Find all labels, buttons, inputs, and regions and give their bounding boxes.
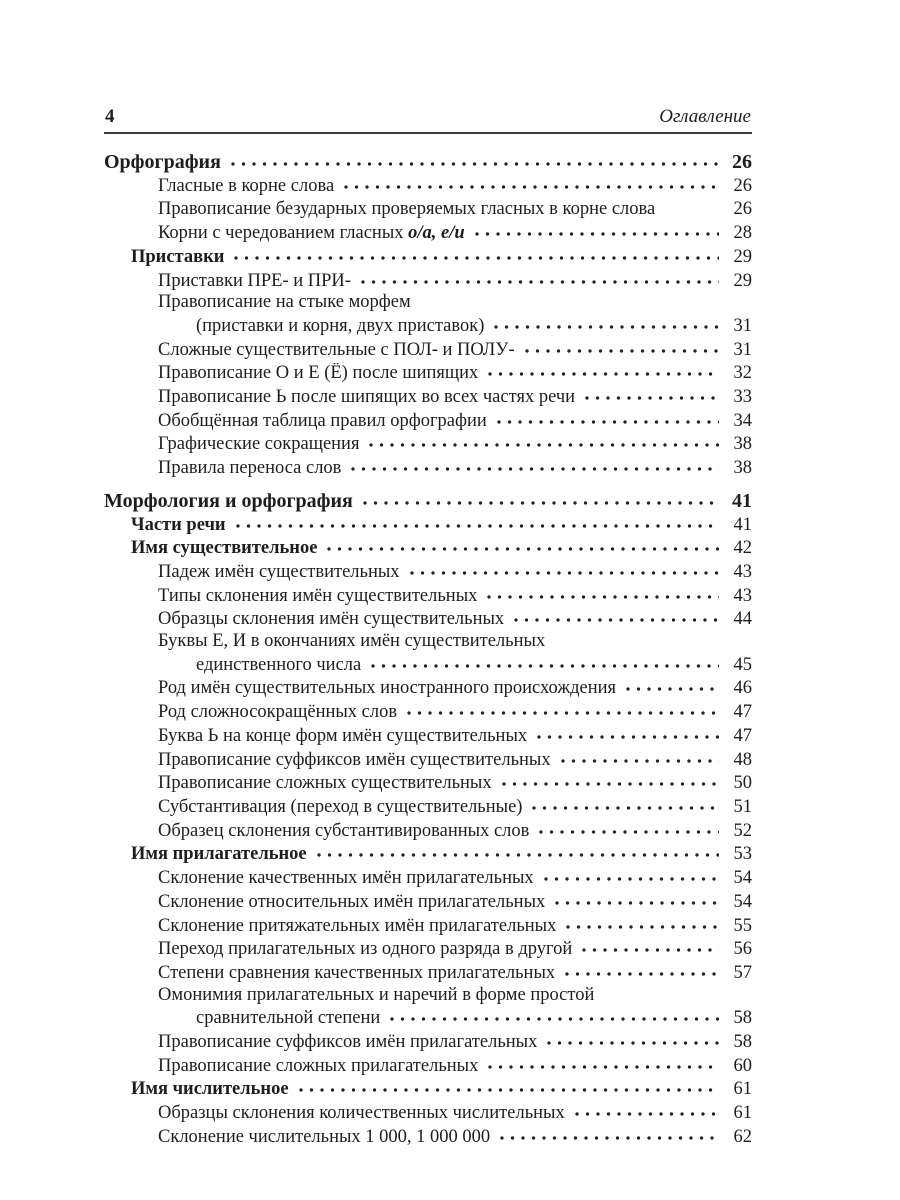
toc-entry bbox=[104, 151, 752, 174]
toc-entry bbox=[104, 221, 752, 245]
toc-entry bbox=[104, 1006, 752, 1030]
toc-entry-title: Типы склонения имён существительных bbox=[158, 585, 478, 606]
dot-leader bbox=[366, 432, 719, 449]
toc-entry-page: 60 bbox=[733, 1055, 752, 1076]
dot-leader bbox=[404, 700, 719, 717]
toc-list bbox=[104, 151, 752, 1149]
toc-entry bbox=[104, 653, 752, 677]
toc-entry bbox=[104, 914, 752, 938]
toc-entry-title: Правописание сложных прилагательных bbox=[158, 1055, 479, 1076]
toc-entry-page: 51 bbox=[733, 796, 752, 817]
dot-leader bbox=[485, 361, 719, 378]
toc-entry-title: Омонимия прилагательных и наречий в форме простой bbox=[158, 984, 595, 1005]
toc-entry-page: 31 bbox=[733, 315, 752, 336]
dot-leader bbox=[552, 890, 719, 907]
toc-entry bbox=[104, 866, 752, 890]
toc-entry-page: 50 bbox=[733, 773, 752, 794]
toc-entry-title: Падеж имён существительных bbox=[158, 561, 400, 582]
toc-entry bbox=[104, 197, 752, 221]
toc-entry bbox=[104, 937, 752, 961]
toc-entry-page: 54 bbox=[733, 891, 752, 912]
toc-entry-title: единственного числа bbox=[196, 654, 362, 675]
dot-leader bbox=[579, 937, 719, 954]
dot-leader bbox=[499, 771, 719, 788]
toc-entry-page: 43 bbox=[733, 585, 752, 606]
toc-entry bbox=[104, 1125, 752, 1149]
dot-leader bbox=[541, 866, 719, 883]
toc-entry bbox=[104, 724, 752, 748]
toc-entry-page: 47 bbox=[733, 725, 752, 746]
toc-entry bbox=[104, 245, 752, 269]
toc-entry-title: Склонение притяжательных имён прилагательных bbox=[158, 915, 557, 936]
toc-entry-page: 41 bbox=[732, 489, 752, 512]
toc-entry-title: Склонение числительных 1 000, 1 000 000 bbox=[158, 1126, 491, 1147]
dot-leader bbox=[662, 197, 719, 214]
dot-leader bbox=[563, 914, 719, 931]
toc-entry-page: 61 bbox=[733, 1103, 752, 1124]
toc-entry-title: Образцы склонения имён существительных bbox=[158, 609, 505, 630]
page-content bbox=[104, 106, 752, 1149]
dot-leader bbox=[387, 1006, 719, 1023]
toc-entry-title: Род сложносокращённых слов bbox=[158, 702, 398, 723]
toc-entry-page: 48 bbox=[733, 749, 752, 770]
toc-entry-title: Правила переноса слов bbox=[158, 458, 342, 479]
dot-leader bbox=[536, 819, 719, 836]
toc-entry-page: 38 bbox=[733, 434, 752, 455]
toc-entry-page: 52 bbox=[733, 820, 752, 841]
toc-entry-title: Субстантивация (переход в существительные) bbox=[158, 796, 523, 817]
toc-entry-page: 53 bbox=[733, 844, 752, 865]
toc-entry-page: 26 bbox=[732, 151, 752, 173]
toc-entry-title: Имя прилагательное bbox=[131, 844, 307, 865]
toc-entry-title: Правописание суффиксов имён существительных bbox=[158, 749, 551, 770]
toc-entry-title: Правописание О и Е (Ё) после шипящих bbox=[158, 363, 479, 384]
toc-entry bbox=[104, 1054, 752, 1078]
toc-entry bbox=[104, 513, 752, 537]
toc-entry-title: Склонение относительных имён прилагательных bbox=[158, 891, 546, 912]
toc-entry-title: Графические сокращения bbox=[158, 434, 360, 455]
toc-entry bbox=[104, 385, 752, 409]
dot-leader bbox=[407, 560, 719, 577]
toc-entry-page: 42 bbox=[733, 538, 752, 559]
dot-leader bbox=[233, 513, 719, 530]
toc-entry-page: 62 bbox=[733, 1126, 752, 1147]
toc-entry bbox=[104, 985, 752, 1007]
dot-leader bbox=[562, 961, 719, 978]
toc-entry bbox=[104, 961, 752, 985]
dot-leader bbox=[296, 1077, 719, 1094]
dot-leader bbox=[572, 1101, 719, 1118]
toc-entry bbox=[104, 490, 752, 513]
dot-leader bbox=[511, 607, 719, 624]
toc-entry bbox=[104, 607, 752, 631]
toc-entry bbox=[104, 631, 752, 653]
toc-entry-title: Склонение качественных имён прилагательных bbox=[158, 868, 534, 889]
toc-entry bbox=[104, 676, 752, 700]
toc-entry-page: 31 bbox=[733, 339, 752, 360]
toc-entry bbox=[104, 432, 752, 456]
toc-entry-page: 45 bbox=[733, 654, 752, 675]
toc-entry-title: сравнительной степени bbox=[196, 1008, 381, 1029]
toc-entry-title: Степени сравнения качественных прилагательных bbox=[158, 962, 556, 983]
toc-entry bbox=[104, 700, 752, 724]
toc-entry-title: Правописание суффиксов имён прилагательных bbox=[158, 1032, 538, 1053]
page-number: 4 bbox=[105, 106, 115, 127]
dot-leader bbox=[472, 221, 719, 238]
toc-entry bbox=[104, 361, 752, 385]
dot-leader bbox=[491, 314, 719, 331]
dot-leader bbox=[582, 385, 719, 402]
toc-entry bbox=[104, 314, 752, 338]
toc-entry bbox=[104, 536, 752, 560]
toc-entry-title: Род имён существительных иностранного происхождения bbox=[158, 678, 617, 699]
toc-entry bbox=[104, 819, 752, 843]
dot-leader bbox=[623, 676, 719, 693]
dot-leader bbox=[228, 151, 719, 168]
toc-entry-title: (приставки и корня, двух приставок) bbox=[196, 315, 485, 336]
toc-entry-page: 55 bbox=[733, 915, 752, 936]
toc-entry-title: Правописание безударных проверяемых гласных в корне слова bbox=[158, 199, 656, 220]
dot-leader bbox=[348, 456, 719, 473]
toc-entry-page: 46 bbox=[733, 678, 752, 699]
toc-entry bbox=[104, 795, 752, 819]
toc-entry-title: Правописание сложных существительных bbox=[158, 773, 492, 794]
dot-leader bbox=[314, 842, 719, 859]
toc-entry bbox=[104, 1030, 752, 1054]
toc-entry bbox=[104, 269, 752, 293]
toc-entry-page: 43 bbox=[733, 561, 752, 582]
dot-leader bbox=[485, 1054, 719, 1071]
toc-entry-title: Буква Ь на конце форм имён существительных bbox=[158, 725, 528, 746]
dot-leader bbox=[534, 724, 719, 741]
toc-entry bbox=[104, 1101, 752, 1125]
toc-entry-page: 38 bbox=[733, 458, 752, 479]
toc-entry-page: 26 bbox=[733, 175, 752, 196]
running-head bbox=[104, 106, 752, 134]
toc-entry-title: Части речи bbox=[131, 514, 226, 535]
toc-entry-page: 26 bbox=[733, 199, 752, 220]
toc-entry-page: 54 bbox=[733, 868, 752, 889]
toc-entry-title: Имя существительное bbox=[131, 538, 318, 559]
toc-entry-title: Корни с чередованием гласных о/а, е/и bbox=[158, 223, 465, 244]
dot-leader bbox=[529, 795, 719, 812]
toc-entry-page: 58 bbox=[733, 1008, 752, 1029]
toc-entry-page: 32 bbox=[733, 363, 752, 384]
toc-entry-page: 33 bbox=[733, 387, 752, 408]
toc-entry-title: Орфография bbox=[104, 152, 221, 173]
dot-leader bbox=[231, 245, 719, 262]
toc-entry-title: Образец склонения субстантивированных слов bbox=[158, 820, 530, 841]
toc-entry-title: Гласные в корне слова bbox=[158, 175, 335, 196]
toc-entry-page: 29 bbox=[733, 246, 752, 267]
toc-entry bbox=[104, 174, 752, 198]
toc-entry-title: Буквы Е, И в окончаниях имён существительных bbox=[158, 631, 546, 652]
dot-leader bbox=[368, 653, 719, 670]
toc-entry-title: Образцы склонения количественных числительных bbox=[158, 1103, 565, 1124]
running-title: Оглавление bbox=[659, 106, 751, 127]
toc-entry bbox=[104, 456, 752, 480]
dot-leader bbox=[484, 584, 719, 601]
toc-entry bbox=[104, 584, 752, 608]
toc-entry-page: 44 bbox=[733, 609, 752, 630]
dot-leader bbox=[558, 748, 719, 765]
toc-entry-title: Приставки bbox=[131, 246, 225, 267]
dot-leader bbox=[497, 1125, 719, 1142]
toc-entry bbox=[104, 338, 752, 362]
toc-entry-page: 56 bbox=[733, 939, 752, 960]
dot-leader bbox=[544, 1030, 719, 1047]
toc-entry-page: 28 bbox=[733, 223, 752, 244]
toc-entry-page: 47 bbox=[733, 702, 752, 723]
dot-leader bbox=[324, 536, 719, 553]
toc-entry-title: Морфология и орфография bbox=[104, 490, 353, 512]
toc-entry-title: Приставки ПРЕ- и ПРИ- bbox=[158, 270, 351, 291]
dot-leader bbox=[522, 338, 719, 355]
toc-entry-title: Переход прилагательных из одного разряда в другой bbox=[158, 939, 573, 960]
toc-entry bbox=[104, 771, 752, 795]
toc-entry-title: Обобщённая таблица правил орфографии bbox=[158, 410, 487, 431]
toc-entry-page: 41 bbox=[733, 514, 752, 535]
toc-entry bbox=[104, 409, 752, 433]
dot-leader bbox=[494, 409, 719, 426]
toc-entry-title: Сложные существительные с ПОЛ- и ПОЛУ- bbox=[158, 339, 515, 360]
toc-entry-page: 61 bbox=[733, 1079, 752, 1100]
toc-entry bbox=[104, 842, 752, 866]
toc-entry-title: Имя числительное bbox=[131, 1079, 289, 1100]
toc-entry-page: 58 bbox=[733, 1032, 752, 1053]
toc-entry-title: Правописание на стыке морфем bbox=[158, 292, 411, 313]
dot-leader bbox=[360, 490, 719, 507]
toc-entry-page: 57 bbox=[733, 962, 752, 983]
toc-entry-page: 34 bbox=[733, 410, 752, 431]
toc-entry bbox=[104, 748, 752, 772]
toc-entry bbox=[104, 1077, 752, 1101]
toc-entry bbox=[104, 890, 752, 914]
toc-entry-page: 29 bbox=[733, 270, 752, 291]
toc-entry bbox=[104, 560, 752, 584]
toc-entry bbox=[104, 292, 752, 314]
toc-entry-title: Правописание Ь после шипящих во всех частях речи bbox=[158, 387, 576, 408]
dot-leader bbox=[341, 174, 719, 191]
dot-leader bbox=[358, 269, 719, 286]
